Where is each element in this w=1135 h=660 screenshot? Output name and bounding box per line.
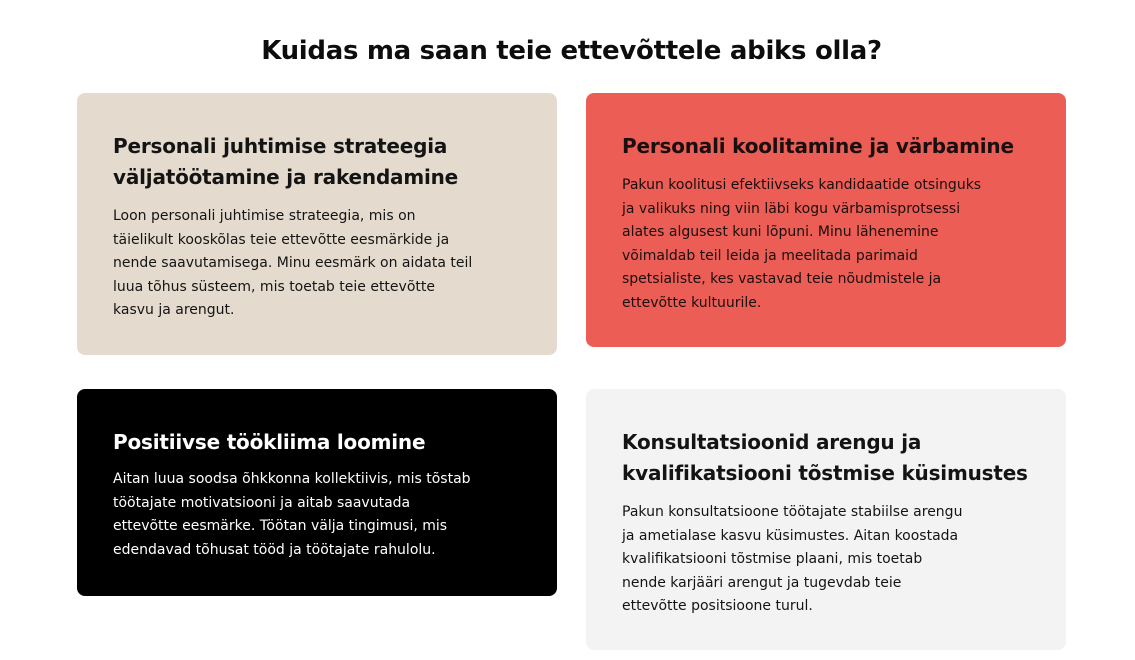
service-card-text: Loon personali juhtimise strateegia, mis on täielikult kooskõlas teie ettevõtte eesmärkide ja nende saavutamisega. Minu eesmärk on aidata teil luua tõhus süsteem, mis toetab teie ettevõtte kasvu ja arengut. bbox=[113, 208, 473, 318]
service-card-hr-strategy bbox=[77, 93, 557, 355]
service-card-title: Personali juhtimise strateegia väljatöötamine ja rakendamine bbox=[113, 134, 459, 189]
service-card-title: Personali koolitamine ja värbamine bbox=[622, 134, 1014, 158]
service-card-title: Konsultatsioonid arengu ja kvalifikatsiooni tõstmise küsimustes bbox=[622, 430, 1028, 485]
service-card-text: Pakun koolitusi efektiivseks kandidaatide otsinguks ja valikuks ning viin läbi kogu värbamisprotsessi alates algusest kuni lõpuni. Minu lähenemine võimaldab teil leida ja meelitada parimaid spetsialiste, kes vastavad teie nõudmistele ja ettevõtte kultuurile. bbox=[622, 177, 982, 311]
service-card-work-climate bbox=[77, 389, 557, 596]
service-card-development-consulting bbox=[586, 389, 1066, 650]
section-heading: Kuidas ma saan teie ettevõttele abiks olla? bbox=[261, 36, 882, 66]
service-card-text: Aitan luua soodsa õhkkonna kollektiivis, mis tõstab töötajate motivatsiooni ja aitab saavutada ettevõtte eesmärke. Töötan välja tingimusi, mis edendavad tõhusat tööd ja töötajate rahulolu. bbox=[113, 471, 471, 558]
service-card-training-recruitment bbox=[586, 93, 1066, 347]
service-card-title: Positiivse töökliima loomine bbox=[113, 430, 426, 454]
service-card-text: Pakun konsultatsioone töötajate stabiilse arengu ja ametialase kasvu küsimustes. Aitan koostada kvalifikatsiooni tõstmise plaani, mis toetab nende karjääri arengut ja tugevdab teie ettevõtte positsioone turul. bbox=[622, 504, 963, 614]
